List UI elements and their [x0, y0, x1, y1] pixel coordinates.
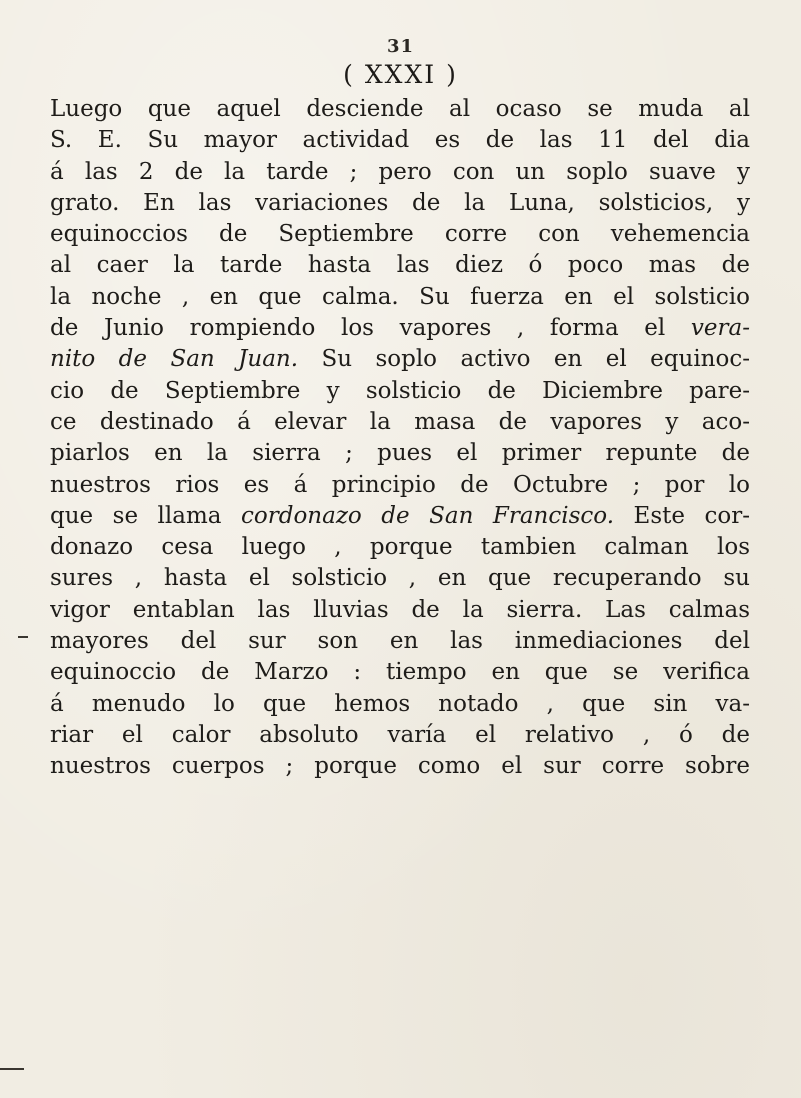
italic-phrase: cordonazo de San Francisco. — [241, 502, 615, 529]
text-line-with-italic — [50, 501, 750, 532]
text-line: Luego que aquel desciende al ocaso se muda al — [50, 96, 750, 122]
folio-mark: 31 — [386, 36, 415, 57]
margin-mark — [18, 636, 28, 638]
line-segment: Este cor- — [614, 502, 750, 529]
text-line: al caer la tarde hasta las diez ó poco mas de — [50, 252, 750, 279]
line-segment: que se llama — [50, 502, 241, 529]
line-segment: Su soplo activo en el equinoc- — [298, 346, 750, 373]
text-line: donazo cesa luego , porque tambien calman los — [50, 534, 750, 561]
text-line: equinoccios de Septiembre corre con vehemencia — [50, 221, 750, 248]
margin-mark — [0, 1068, 24, 1070]
text-line-with-italic — [50, 313, 750, 344]
text-line: cio de Septiembre y solsticio de Diciembre pare- — [50, 377, 750, 404]
line-segment: de Junio rompiendo los vapores , forma el — [50, 315, 691, 342]
italic-phrase: vera- — [690, 315, 750, 342]
text-line: la noche , en que calma. Su fuerza en el solsticio — [50, 283, 750, 310]
text-line: mayores del sur son en las inmediaciones del — [50, 628, 750, 655]
text-line: piarlos en la sierra ; pues el primer repunte de — [50, 440, 750, 467]
text-line: grato. En las variaciones de la Luna, solsticios, y — [50, 189, 750, 216]
text-line: á las 2 de la tarde ; pero con un soplo suave y — [50, 158, 750, 185]
italic-phrase: nito de San Juan. — [50, 346, 299, 373]
text-line: equinoccio de Marzo : tiempo en que se verifica — [50, 659, 750, 686]
text-line-with-italic — [50, 344, 750, 375]
text-line: nuestros rios es á principio de Octubre ; por lo — [50, 471, 750, 498]
text-line: riar el calor absoluto varía el relativo , ó de — [50, 721, 750, 748]
text-line: ce destinado á elevar la masa de vapores y aco- — [50, 408, 750, 435]
text-line: á menudo lo que hemos notado , que sin va- — [50, 690, 750, 717]
text-line: nuestros cuerpos ; porque como el sur corre sobre — [50, 753, 750, 780]
text-line: S. E. Su mayor actividad es de las 11 del dia — [50, 127, 750, 154]
page-signature: ( XXXI ) — [343, 60, 458, 89]
body-text — [50, 94, 750, 783]
text-line: vigor entablan las lluvias de la sierra. Las calmas — [50, 596, 750, 623]
text-line: sures , hasta el solsticio , en que recuperando su — [50, 565, 750, 592]
